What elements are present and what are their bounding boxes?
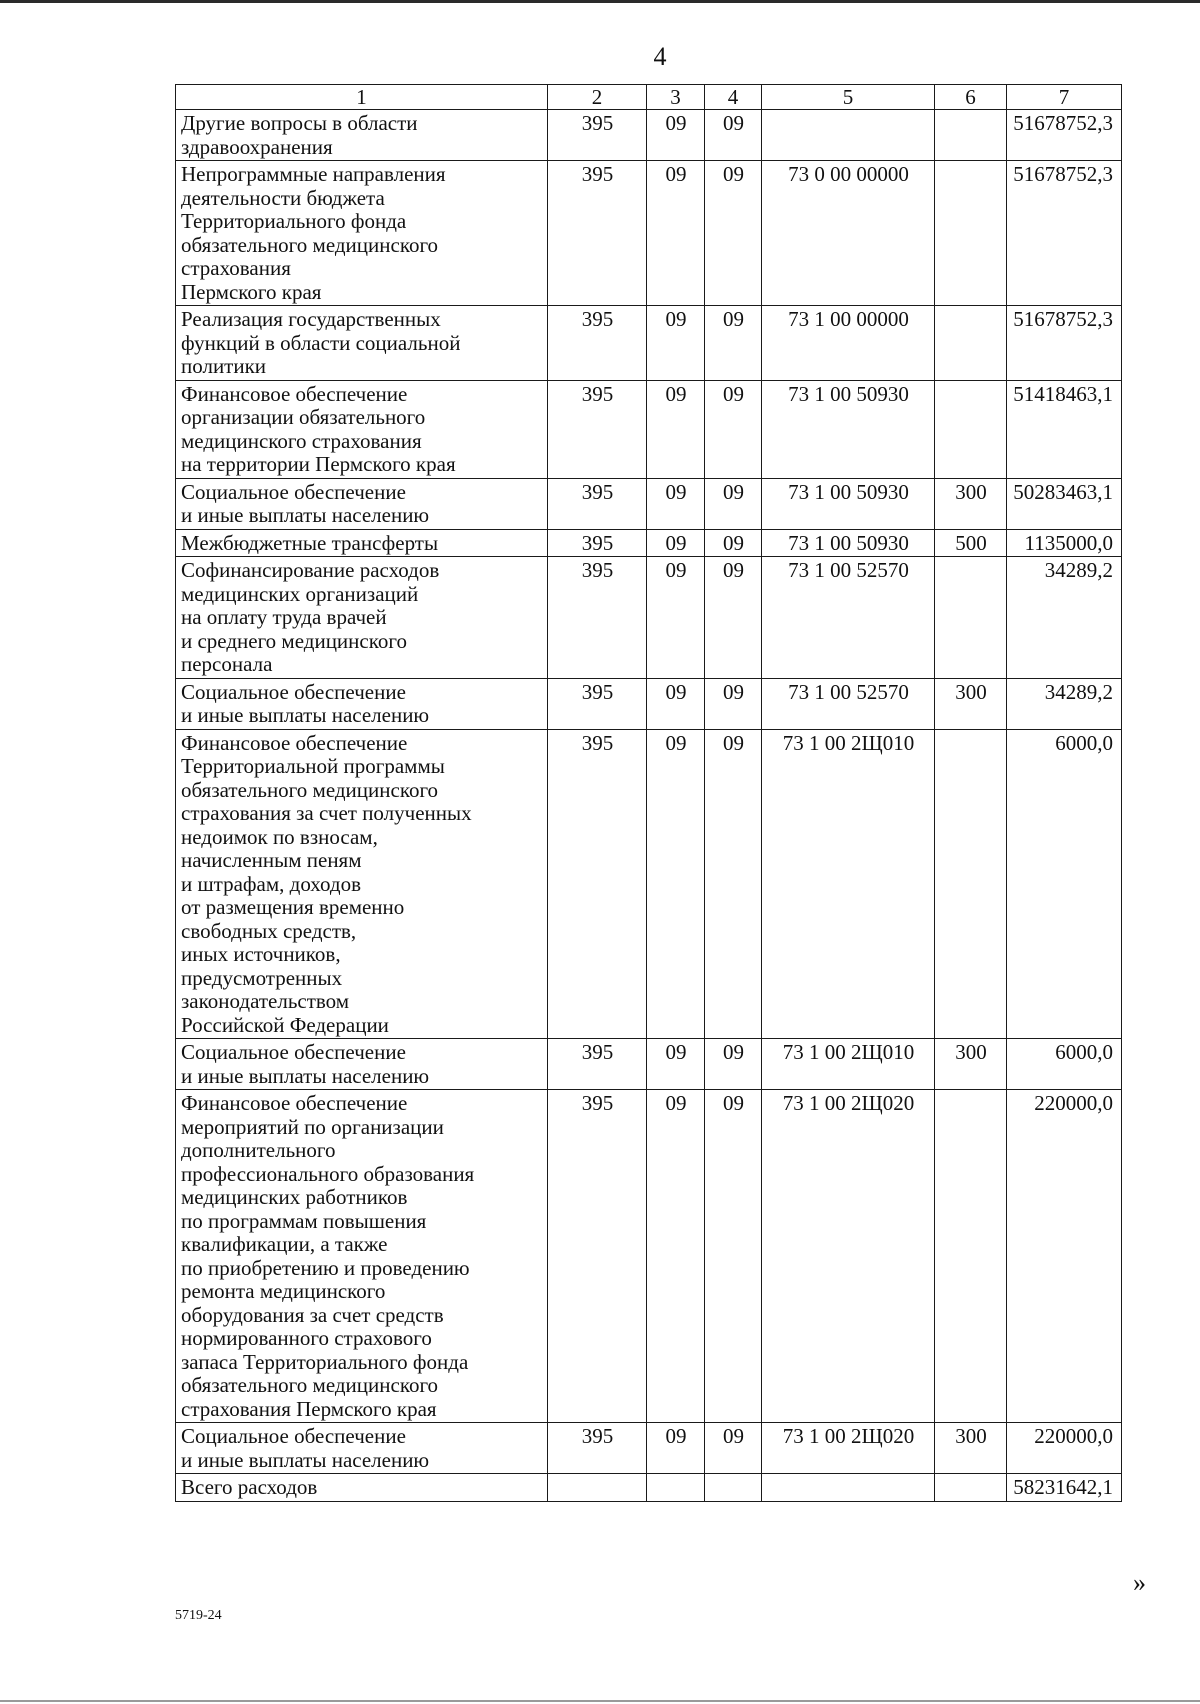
- cell-amount: 6000,0: [1007, 729, 1122, 1039]
- cell-section: 09: [647, 729, 705, 1039]
- cell-amount: 34289,2: [1007, 678, 1122, 729]
- cell-name: Непрограммные направления деятельности бюджета Территориального фонда обязательного медицинского страхования Пермского края: [176, 161, 548, 306]
- cell-target-article: 73 1 00 00000: [762, 306, 935, 381]
- cell-name: Финансовое обеспечение организации обязательного медицинского страхования на территории Пермского края: [176, 380, 548, 478]
- cell-name: Межбюджетные трансферты: [176, 529, 548, 557]
- cell-target-article: [762, 1474, 935, 1502]
- table-body: [176, 110, 1122, 1502]
- cell-subsection: 09: [705, 1090, 762, 1423]
- cell-amount: 220000,0: [1007, 1423, 1122, 1474]
- cell-amount: 51678752,3: [1007, 110, 1122, 161]
- cell-expense-type: 300: [935, 1039, 1007, 1090]
- header-col-4: 4: [705, 85, 762, 110]
- cell-section: 09: [647, 1423, 705, 1474]
- cell-target-article: 73 0 00 00000: [762, 161, 935, 306]
- cell-target-article: 73 1 00 50930: [762, 380, 935, 478]
- cell-name: Реализация государственных функций в области социальной политики: [176, 306, 548, 381]
- cell-amount: 34289,2: [1007, 557, 1122, 679]
- cell-admin-code: 395: [548, 1090, 647, 1423]
- header-col-2: 2: [548, 85, 647, 110]
- cell-name: Социальное обеспечение и иные выплаты населению: [176, 1039, 548, 1090]
- table-row: [176, 478, 1122, 529]
- cell-subsection: 09: [705, 557, 762, 679]
- cell-admin-code: 395: [548, 557, 647, 679]
- cell-section: 09: [647, 557, 705, 679]
- page-number: 4: [653, 42, 667, 71]
- table-row: [176, 1423, 1122, 1474]
- cell-admin-code: 395: [548, 529, 647, 557]
- table-row: [176, 110, 1122, 161]
- header-col-7: 7: [1007, 85, 1122, 110]
- table-row: [176, 529, 1122, 557]
- header-col-3: 3: [647, 85, 705, 110]
- cell-subsection: 09: [705, 161, 762, 306]
- cell-expense-type: [935, 110, 1007, 161]
- header-col-1: 1: [176, 85, 548, 110]
- cell-name: Социальное обеспечение и иные выплаты населению: [176, 1423, 548, 1474]
- cell-admin-code: 395: [548, 478, 647, 529]
- continuation-mark: »: [1133, 1568, 1146, 1597]
- scan-edge-bottom: [0, 1700, 1200, 1702]
- cell-target-article: 73 1 00 2Щ010: [762, 729, 935, 1039]
- cell-name: Финансовое обеспечение Территориальной программы обязательного медицинского страхования за счет полученных недоимок по взносам, начисленным пеням и штрафам, доходов от размещения временно свободных средств, иных источников, предусмотренных законодательством Российской Федерации: [176, 729, 548, 1039]
- cell-target-article: 73 1 00 2Щ020: [762, 1090, 935, 1423]
- cell-target-article: 73 1 00 50930: [762, 529, 935, 557]
- cell-admin-code: 395: [548, 110, 647, 161]
- cell-amount: 51678752,3: [1007, 306, 1122, 381]
- cell-section: 09: [647, 1090, 705, 1423]
- cell-admin-code: 395: [548, 306, 647, 381]
- table-row: [176, 1090, 1122, 1423]
- cell-admin-code: 395: [548, 1039, 647, 1090]
- cell-section: [647, 1474, 705, 1502]
- table-row: [176, 557, 1122, 679]
- cell-expense-type: 300: [935, 478, 1007, 529]
- cell-section: 09: [647, 478, 705, 529]
- table-row: [176, 678, 1122, 729]
- cell-target-article: 73 1 00 52570: [762, 678, 935, 729]
- cell-target-article: 73 1 00 50930: [762, 478, 935, 529]
- cell-expense-type: [935, 729, 1007, 1039]
- table-row: [176, 729, 1122, 1039]
- cell-expense-type: [935, 306, 1007, 381]
- cell-section: 09: [647, 529, 705, 557]
- cell-target-article: 73 1 00 2Щ020: [762, 1423, 935, 1474]
- cell-expense-type: [935, 1090, 1007, 1423]
- cell-target-article: [762, 110, 935, 161]
- cell-subsection: 09: [705, 478, 762, 529]
- cell-target-article: 73 1 00 52570: [762, 557, 935, 679]
- cell-subsection: 09: [705, 529, 762, 557]
- cell-expense-type: [935, 161, 1007, 306]
- cell-section: 09: [647, 110, 705, 161]
- cell-subsection: 09: [705, 1423, 762, 1474]
- table-row: [176, 306, 1122, 381]
- cell-expense-type: 300: [935, 1423, 1007, 1474]
- cell-section: 09: [647, 380, 705, 478]
- cell-subsection: 09: [705, 110, 762, 161]
- cell-name: Социальное обеспечение и иные выплаты населению: [176, 478, 548, 529]
- cell-amount: 58231642,1: [1007, 1474, 1122, 1502]
- cell-subsection: 09: [705, 380, 762, 478]
- cell-name: Финансовое обеспечение мероприятий по организации дополнительного профессионального образования медицинских работников по программам повышения квалификации, а также по приобретению и проведению ремонта медицинского оборудования за счет средств нормированного страхового запаса Территориального фонда обязательного медицинского страхования Пермского края: [176, 1090, 548, 1423]
- table-row: [176, 1474, 1122, 1502]
- cell-admin-code: 395: [548, 678, 647, 729]
- header-row: [176, 85, 1122, 110]
- cell-amount: 51418463,1: [1007, 380, 1122, 478]
- cell-expense-type: [935, 557, 1007, 679]
- cell-name: Другие вопросы в области здравоохранения: [176, 110, 548, 161]
- cell-admin-code: 395: [548, 380, 647, 478]
- cell-subsection: 09: [705, 729, 762, 1039]
- table-header: [176, 85, 1122, 110]
- cell-admin-code: 395: [548, 1423, 647, 1474]
- cell-name: Софинансирование расходов медицинских организаций на оплату труда врачей и среднего медицинского персонала: [176, 557, 548, 679]
- cell-amount: 50283463,1: [1007, 478, 1122, 529]
- cell-expense-type: [935, 1474, 1007, 1502]
- table-row: [176, 380, 1122, 478]
- cell-expense-type: 500: [935, 529, 1007, 557]
- cell-subsection: 09: [705, 678, 762, 729]
- cell-amount: 6000,0: [1007, 1039, 1122, 1090]
- cell-subsection: 09: [705, 306, 762, 381]
- cell-admin-code: 395: [548, 161, 647, 306]
- cell-subsection: 09: [705, 1039, 762, 1090]
- budget-table: [175, 84, 1122, 1502]
- table-row: [176, 161, 1122, 306]
- cell-amount: 220000,0: [1007, 1090, 1122, 1423]
- header-col-5: 5: [762, 85, 935, 110]
- cell-subsection: [705, 1474, 762, 1502]
- cell-section: 09: [647, 1039, 705, 1090]
- table-row: [176, 1039, 1122, 1090]
- cell-amount: 51678752,3: [1007, 161, 1122, 306]
- cell-amount: 1135000,0: [1007, 529, 1122, 557]
- cell-expense-type: [935, 380, 1007, 478]
- cell-section: 09: [647, 306, 705, 381]
- cell-admin-code: [548, 1474, 647, 1502]
- cell-expense-type: 300: [935, 678, 1007, 729]
- cell-section: 09: [647, 161, 705, 306]
- cell-name: Всего расходов: [176, 1474, 548, 1502]
- header-col-6: 6: [935, 85, 1007, 110]
- cell-name: Социальное обеспечение и иные выплаты населению: [176, 678, 548, 729]
- cell-target-article: 73 1 00 2Щ010: [762, 1039, 935, 1090]
- scan-edge-top: [0, 0, 1200, 3]
- cell-admin-code: 395: [548, 729, 647, 1039]
- cell-section: 09: [647, 678, 705, 729]
- document-code: 5719-24: [175, 1608, 222, 1623]
